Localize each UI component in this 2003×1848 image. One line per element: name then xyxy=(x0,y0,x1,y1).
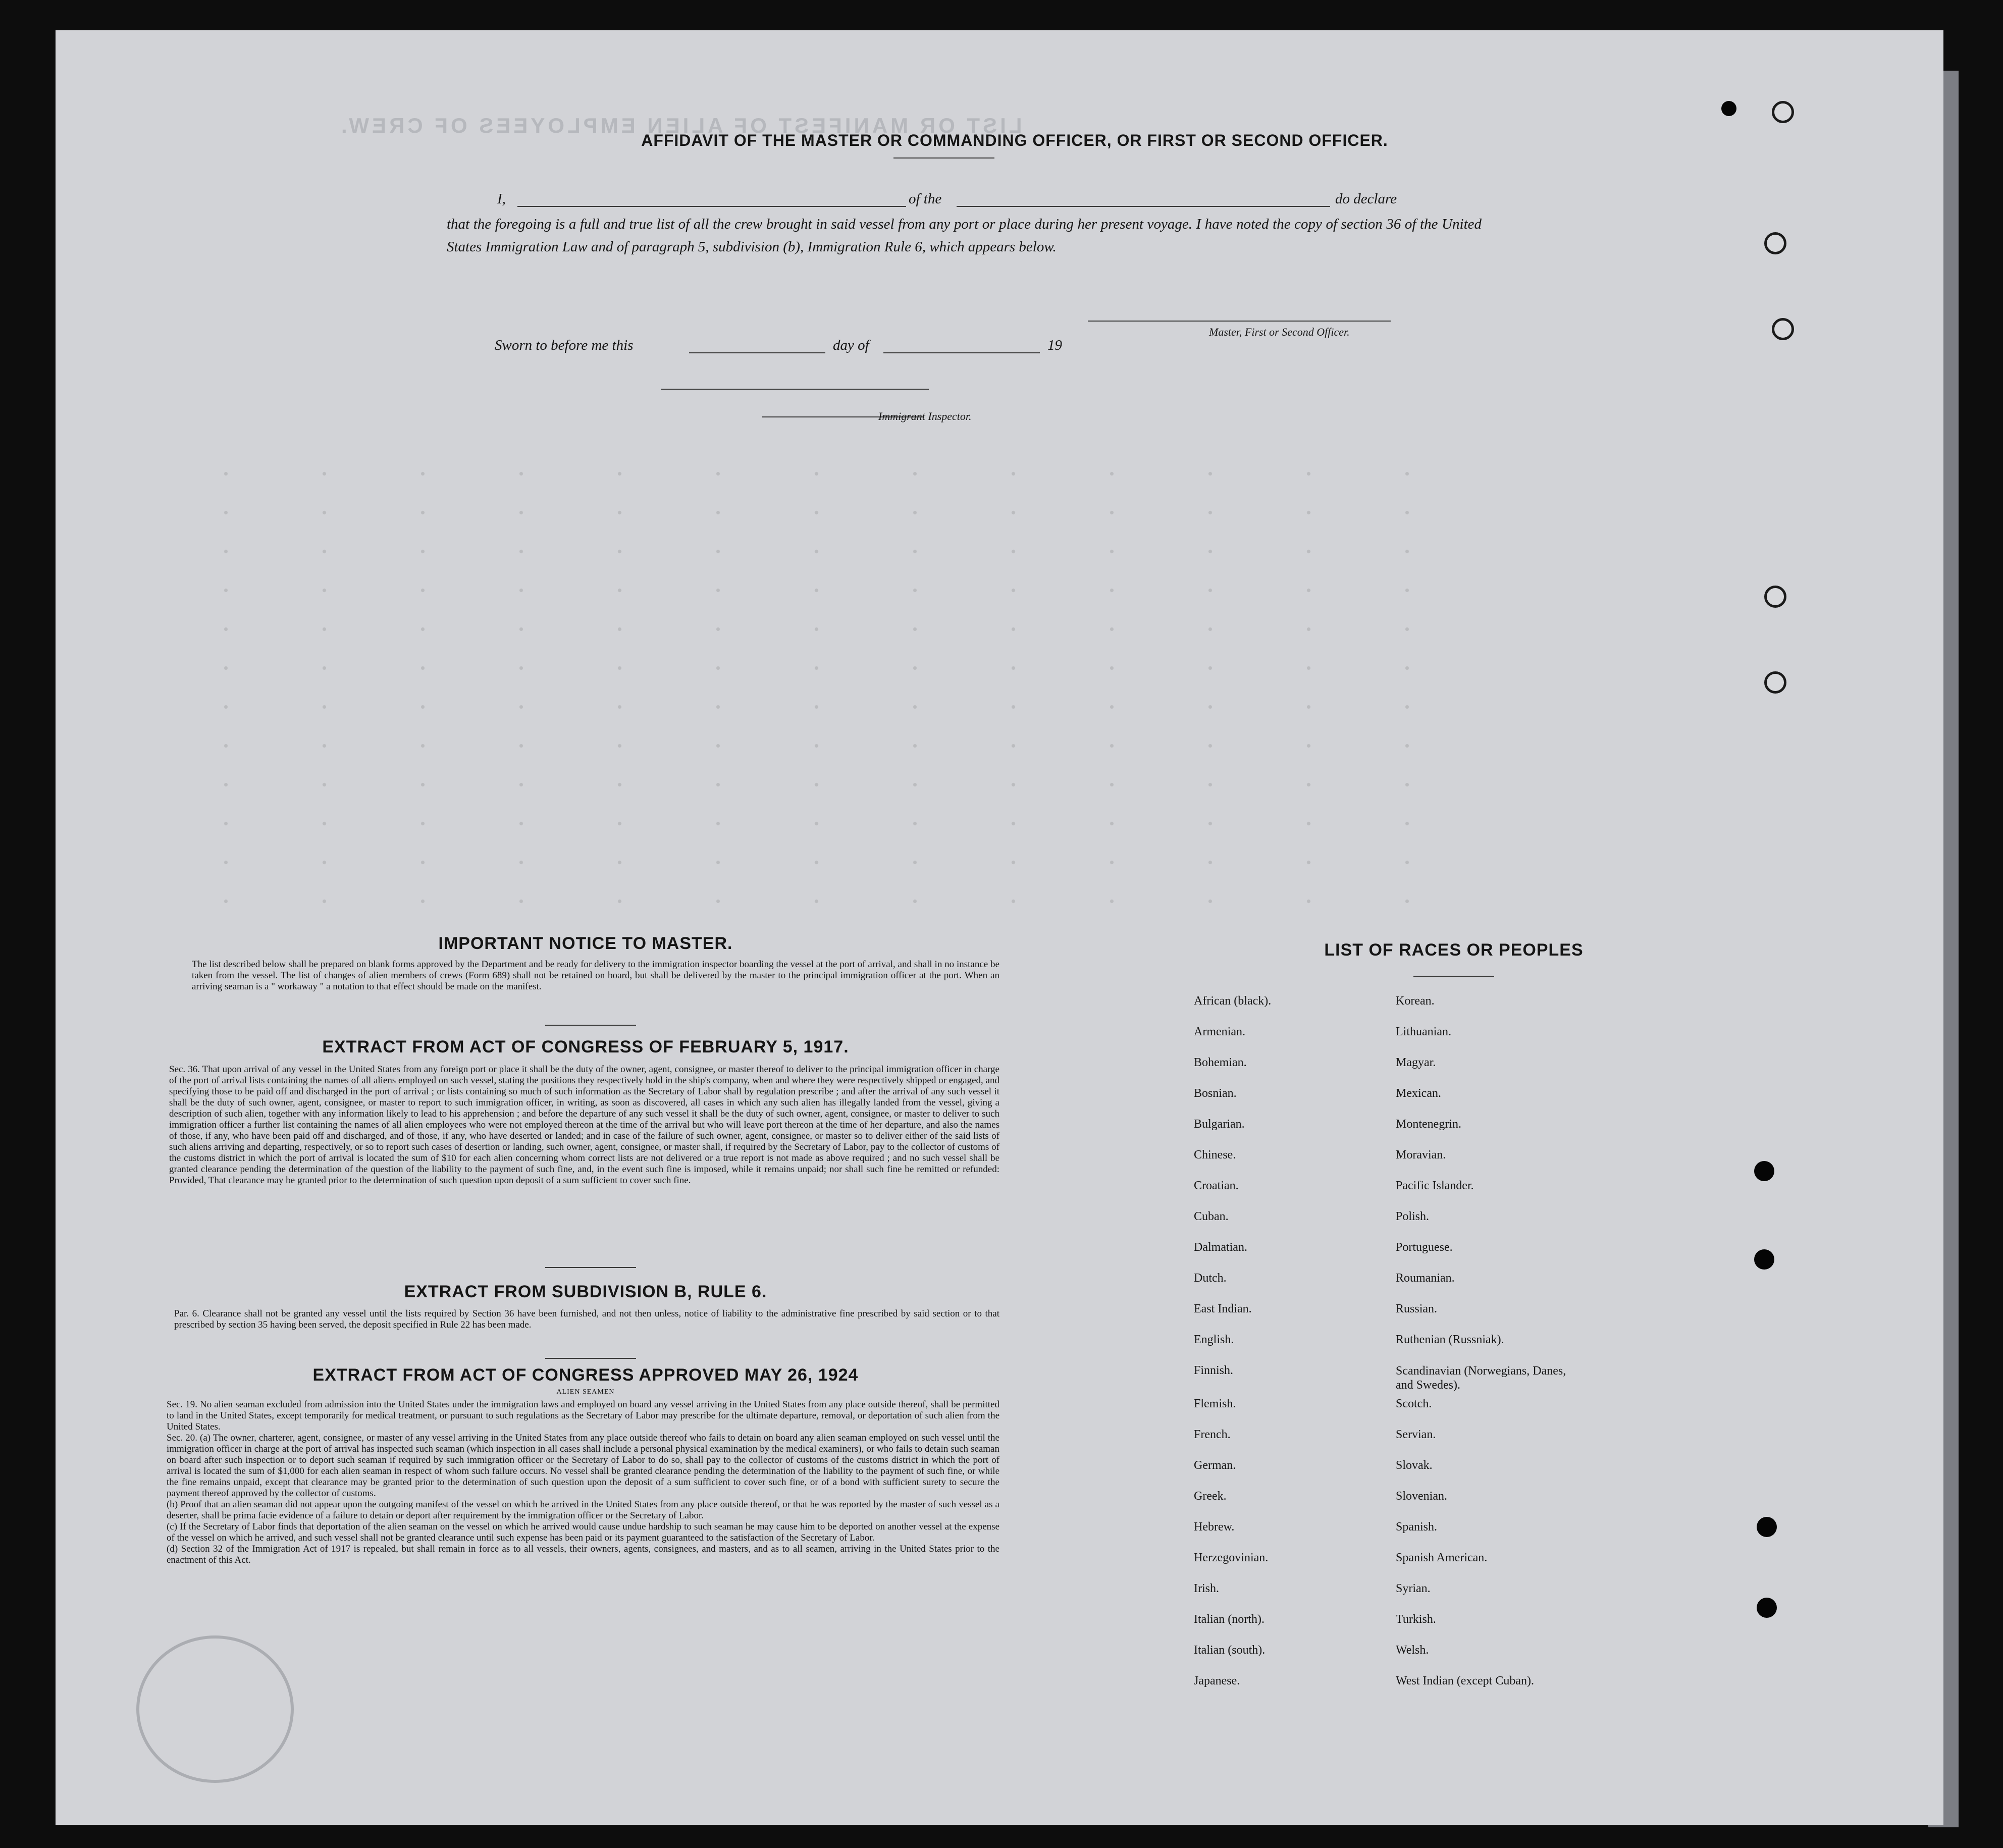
race-item: Servian. xyxy=(1396,1428,1436,1441)
race-item: Mexican. xyxy=(1396,1087,1441,1100)
race-item: Portuguese. xyxy=(1396,1241,1453,1254)
race-item: Bosnian. xyxy=(1194,1087,1237,1100)
race-item: English. xyxy=(1194,1333,1234,1346)
race-item: Pacific Islander. xyxy=(1396,1179,1474,1192)
race-item: Japanese. xyxy=(1194,1674,1240,1687)
race-item: German. xyxy=(1194,1459,1236,1472)
race-item: Roumanian. xyxy=(1396,1272,1455,1285)
race-item: East Indian. xyxy=(1194,1302,1252,1315)
punch-dot xyxy=(1721,101,1736,116)
races-title: LIST OF RACES OR PEOPLES xyxy=(1324,940,1584,960)
race-item: African (black). xyxy=(1194,994,1272,1008)
race-item: Finnish. xyxy=(1194,1364,1234,1377)
race-item: Herzegovinian. xyxy=(1194,1551,1269,1564)
sec20b-text: (b) Proof that an alien seaman did not appear upon the outgoing manifest of the vessel on which he arrived in the United States from any place outside thereof, or that he was reported by the master of such vessel as a deserter, shall be prima facie evidence of a failure to detain or deport after requirement by the immigration officer or the Secretary of Labor. xyxy=(167,1499,999,1521)
punch-dot xyxy=(1754,1249,1774,1270)
race-item: Magyar. xyxy=(1396,1056,1436,1069)
affidavit-title: AFFIDAVIT OF THE MASTER OR COMMANDING OFFICER, OR FIRST OR SECOND OFFICER. xyxy=(641,131,1388,149)
extract-rule6-title: EXTRACT FROM SUBDIVISION B, RULE 6. xyxy=(404,1282,767,1301)
race-item: Moravian. xyxy=(1396,1148,1446,1161)
race-item: Italian (north). xyxy=(1194,1613,1264,1626)
affidavit-body: that the foregoing is a full and true list of all the crew brought in said vessel from any port or place during her present voyage. I have noted the copy of section 36 of the United States Immigration Law and of paragraph 5, subdivision (b), Immigration Rule 6, which appears below. xyxy=(447,216,1482,255)
race-item: West Indian (except Cuban). xyxy=(1396,1674,1534,1687)
races-right-column xyxy=(1396,994,1678,1741)
race-item: Welsh. xyxy=(1396,1644,1429,1657)
race-item: Bulgarian. xyxy=(1194,1118,1245,1131)
race-item: Chinese. xyxy=(1194,1148,1236,1161)
extract-rule6-text: Par. 6. Clearance shall not be granted any vessel until the lists required by Section 36 have been furnished, and not then unless, notice of liability to the administrative fine prescribed by said section or to that prescribed by section 35 having been served, the deposit specified in Rule 22 has been made. xyxy=(174,1308,999,1330)
race-item: Russian. xyxy=(1396,1302,1438,1315)
race-item: Montenegrin. xyxy=(1396,1118,1461,1131)
signature-label: Master, First or Second Officer. xyxy=(1209,326,1350,338)
vessel-name-blank xyxy=(957,206,1330,207)
race-item: Greek. xyxy=(1194,1490,1227,1503)
extract-1917-text: Sec. 36. That upon arrival of any vessel in the United States from any foreign port or place it shall be the duty of the owner, agent, consignee, or master thereof to deliver to the principal immigration officer in charge of the port of arrival lists containing the names of all aliens employed on such vessel, stating the positions they respectively hold in the ship's company, when and where they were respectively shipped or engaged, and specifying those to be paid off and discharged in the port of arrival ; or lists containing so much of such information as the Secretary of Labor shall by regulation prescribe ; and after the arrival of any such vessel it shall be the duty of such owner, agent, consignee, or master to report to such immigration officer, in writing, as soon as discovered, all cases in which any such alien has illegally landed from the vessel, giving a description of such alien, together with any information likely to lead to his apprehension ; and before the departure of any such vessel it shall be the duty of such owner, agent, consignee, or master to deliver to such immigration officer a further list containing the names of all alien employees who were not employed thereon at the time of the arrival but who will leave port thereon at the time of her departure, and also the names of those, if any, who have been paid off and discharged, and of those, if any, who have deserted or landed; and in case of the failure of such owner, agent, consignee, or master so to deliver either of the said lists of such aliens arriving and departing, respectively, or so to report such cases of desertion or landing, such owner, agent, consignee, or master shall, if required by the Secretary of Labor, pay to the collector of customs of the customs district in which the port of arrival is located the sum of $10 for each alien concerning whom correct lists are not delivered or a true report is not made as above required ; and no such vessel shall be granted clearance pending the determination of the question of the liability to the payment of such fine, and, in the event such fine is imposed, while it remains unpaid; nor shall such fine be remitted or refunded: Provided, That clearance may be granted prior to the determination of such question upon deposit of a sum sufficient to cover such fine. xyxy=(169,1064,999,1186)
race-item: Flemish. xyxy=(1194,1397,1236,1410)
sworn-line xyxy=(495,337,1100,357)
notice-title: IMPORTANT NOTICE TO MASTER. xyxy=(438,934,733,953)
race-item: Spanish American. xyxy=(1396,1551,1488,1564)
race-item: Korean. xyxy=(1396,994,1435,1008)
race-item: Spanish. xyxy=(1396,1520,1438,1534)
punch-dot xyxy=(1757,1517,1777,1537)
notice-divider xyxy=(545,1025,636,1026)
binder-hole xyxy=(1764,671,1786,694)
race-item: French. xyxy=(1194,1428,1231,1441)
sworn-month-blank xyxy=(883,352,1040,353)
binder-hole xyxy=(1772,101,1794,123)
affidavit-declaration-line xyxy=(497,191,1487,211)
sec20c-text: (c) If the Secretary of Labor finds that deportation of the alien seaman on the vessel on which he arrived would cause undue hardship to such seaman he may cause him to be deported on another vessel at the expense of the vessel on which he arrived, and such vessel shall not be granted clearance until such expense has been paid or its payment guaranteed to the satisfaction of the Secretary of Labor. xyxy=(167,1521,999,1543)
punch-dot xyxy=(1757,1598,1777,1618)
race-item: Dutch. xyxy=(1194,1272,1227,1285)
extract-1917-divider xyxy=(545,1267,636,1268)
bleed-through-title: LIST OR MANIFEST OF ALIEN EMPLOYEES OF CREW. xyxy=(338,114,1022,137)
binder-hole xyxy=(1772,318,1794,340)
race-item: Croatian. xyxy=(1194,1179,1239,1192)
title-divider xyxy=(893,157,994,159)
punch-dot xyxy=(1754,1161,1774,1181)
race-item: Armenian. xyxy=(1194,1025,1245,1038)
race-item: Scandinavian (Norwegians, Danes, and Swedes). xyxy=(1396,1364,1566,1392)
race-item: Cuban. xyxy=(1194,1210,1229,1223)
sworn-day-blank xyxy=(689,352,825,353)
sec20d-text: (d) Section 32 of the Immigration Act of 1917 is repealed, but shall remain in force as to all vessels, their owners, agents, consignees, and masters, and as to all seamen, arriving in the United States prior to the enactment of this Act. xyxy=(167,1544,999,1565)
race-item: Slovenian. xyxy=(1396,1490,1447,1503)
document-page xyxy=(56,30,1943,1825)
declarant-i-label: I, xyxy=(497,191,506,207)
extract-1924-body xyxy=(167,1399,999,1566)
sworn-year: 19 xyxy=(1047,337,1062,353)
sworn-day-of: day of xyxy=(833,337,869,353)
declarant-name-blank xyxy=(517,206,906,207)
race-item: Slovak. xyxy=(1396,1459,1433,1472)
binder-hole xyxy=(1764,232,1786,254)
race-item: Polish. xyxy=(1396,1210,1430,1223)
of-the-label: of the xyxy=(909,191,942,207)
sworn-prefix: Sworn to before me this xyxy=(495,337,634,353)
binder-hole xyxy=(1764,586,1786,608)
do-declare-label: do declare xyxy=(1335,191,1397,207)
race-item: Syrian. xyxy=(1396,1582,1431,1595)
signature-line xyxy=(1088,321,1391,322)
race-item: Lithuanian. xyxy=(1396,1025,1451,1038)
race-item: Dalmatian. xyxy=(1194,1241,1247,1254)
bleed-through-table xyxy=(177,454,1489,929)
notice-text: The list described below shall be prepared on blank forms approved by the Department and be ready for delivery to the immigration inspector boarding the vessel at the port of arrival, and shall in no instance be taken from the vessel. The list of changes of alien members of crews (Form 689) shall not be retained on board, but shall be delivered by the master to the principal immigration officer at the port. When an arriving seaman is a " workaway " a notation to that effect should be made on the manifest. xyxy=(192,959,999,992)
race-item: Scotch. xyxy=(1396,1397,1432,1410)
sec20a-text: Sec. 20. (a) The owner, charterer, agent, consignee, or master of any vessel arriving in the United States from any place outside thereof who fails to detain on board any alien seaman employed on such vessel until the immigration officer in charge at the port of arrival has inspected such seaman (which inspection in all cases shall include a personal physical examination by the medical examiners), or who fails to detain such seaman on board after such inspection or to deport such seaman if required by such immigration officer or the Secretary of Labor to do so, shall pay to the collector of customs of the customs district in which the port of arrival is located the sum of $1,000 for each alien seaman in respect of whom such failure occurs. No vessel shall be granted clearance pending the determination of the liability to the payment of such fine, or while the fine remains unpaid, except that clearance may be granted prior to the determination of such question upon the deposit of a sum sufficient to cover such fine, or of a bond with sufficient surety to secure the payment thereof approved by the collector of customs. xyxy=(167,1433,999,1499)
inspector-top-line xyxy=(661,389,929,390)
inspector-label: Immigrant Inspector. xyxy=(878,410,972,423)
sec19-text: Sec. 19. No alien seaman excluded from admission into the United States under the immigration laws and employed on board any vessel arriving in the United States from any place outside thereof, shall be permitted to land in the United States, except temporarily for medical treatment, or pursuant to such regulations as the Secretary of Labor may prescribe for the ultimate departure, removal, or deportation of such alien from the United States. xyxy=(167,1399,999,1432)
extract-rule6-divider xyxy=(545,1358,636,1359)
race-item: Turkish. xyxy=(1396,1613,1436,1626)
extract-1924-title: EXTRACT FROM ACT OF CONGRESS APPROVED MAY 26, 1924 xyxy=(312,1365,859,1385)
races-divider xyxy=(1413,976,1494,977)
race-item: Bohemian. xyxy=(1194,1056,1247,1069)
race-item: Irish. xyxy=(1194,1582,1219,1595)
receipt-stamp xyxy=(136,1635,294,1783)
race-item: Italian (south). xyxy=(1194,1644,1266,1657)
extract-1924-subtitle: ALIEN SEAMEN xyxy=(556,1388,615,1396)
race-item: Hebrew. xyxy=(1194,1520,1235,1534)
race-item: Ruthenian (Russniak). xyxy=(1396,1333,1504,1346)
extract-1917-title: EXTRACT FROM ACT OF CONGRESS OF FEBRUARY 5, 1917. xyxy=(322,1037,849,1057)
